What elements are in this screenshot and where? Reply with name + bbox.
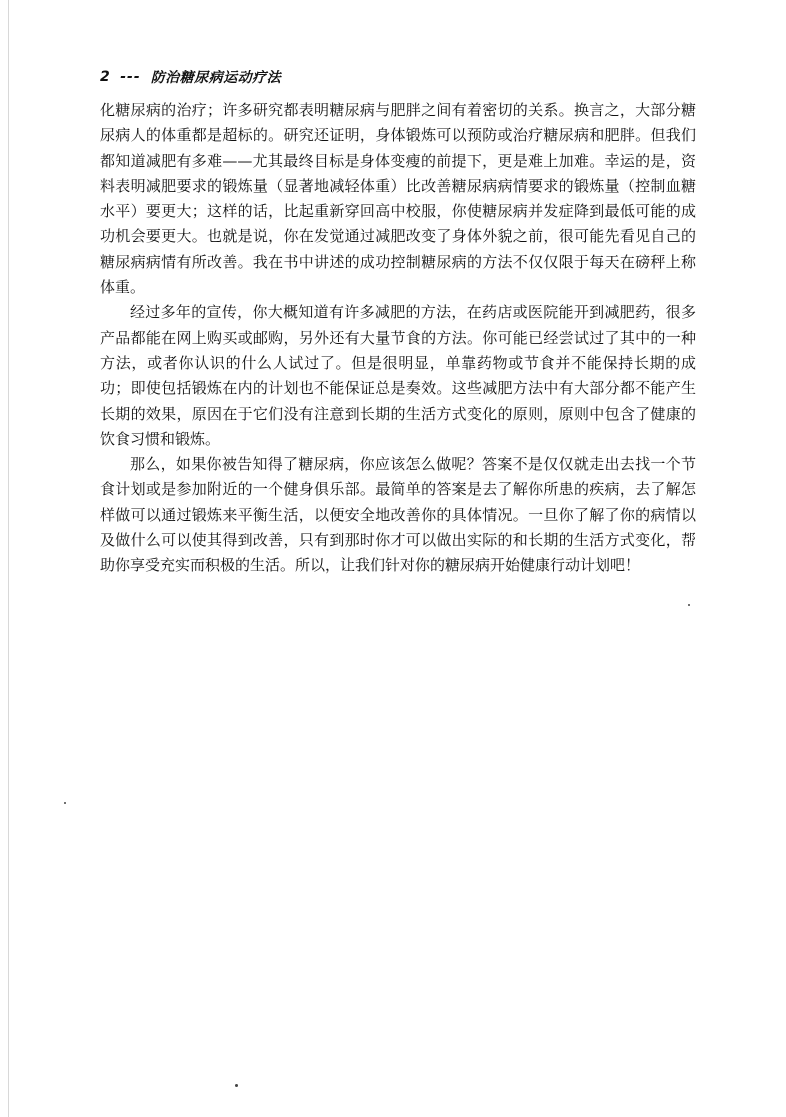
scan-speck [235, 1084, 238, 1087]
scan-speck [64, 802, 66, 804]
paragraph-2: 经过多年的宣传，你大概知道有许多减肥的方法，在药店或医院能开到减肥药，很多产品都能在网上购买或邮购，另外还有大量节食的方法。你可能已经尝试过了其中的一种方法，或者你认识的什么人试过了。但是很明显，单靠药物或节食并不能保持长期的成功；即使包括锻炼在内的计划也不能保证总是奏效。这些减肥方法中有大部分都不能产生长期的效果，原因在于它们没有注意到长期的生活方式变化的原则，原则中包含了健康的饮食习惯和锻炼。 [100, 303, 696, 448]
running-header [100, 66, 281, 88]
scan-speck [688, 604, 690, 606]
paragraph-1: 化糖尿病的治疗；许多研究都表明糖尿病与肥胖之间有着密切的关系。换言之，大部分糖尿病人的体重都是超标的。研究还证明，身体锻炼可以预防或治疗糖尿病和肥胖。但我们都知道减肥有多难——尤其最终目标是身体变瘦的前提下，更是难上加难。幸运的是，资料表明减肥要求的锻炼量（显著地减轻体重）比改善糖尿病病情要求的锻炼量（控制血糖水平）要更大；这样的话，比起重新穿回高中校服，你使糖尿病并发症降到最低可能的成功机会要更大。也就是说，你在发觉通过减肥改变了身体外貌之前，很可能先看见自己的糖尿病病情有所改善。我在书中讲述的成功控制糖尿病的方法不仅仅限于每天在磅秤上称体重。 [100, 101, 696, 297]
body-text [100, 98, 696, 579]
book-title: 防治糖尿病运动疗法 [150, 70, 282, 86]
paragraph-3: 那么，如果你被告知得了糖尿病，你应该怎么做呢？答案不是仅仅就走出去找一个节食计划或是参加附近的一个健身俱乐部。最简单的答案是去了解你所患的疾病，去了解怎样做可以通过锻炼来平衡生活，以便安全地改善你的具体情况。一旦你了解了你的病情以及做什么可以使其得到改善，只有到那时你才可以做出实际的和长期的生活方式变化，帮助你享受充实而积极的生活。所以，让我们针对你的糖尿病开始健康行动计划吧！ [100, 455, 696, 575]
page-number: 2 [100, 69, 111, 85]
header-dash-rule: --- [120, 69, 141, 85]
page-edge-line [8, 0, 9, 1117]
